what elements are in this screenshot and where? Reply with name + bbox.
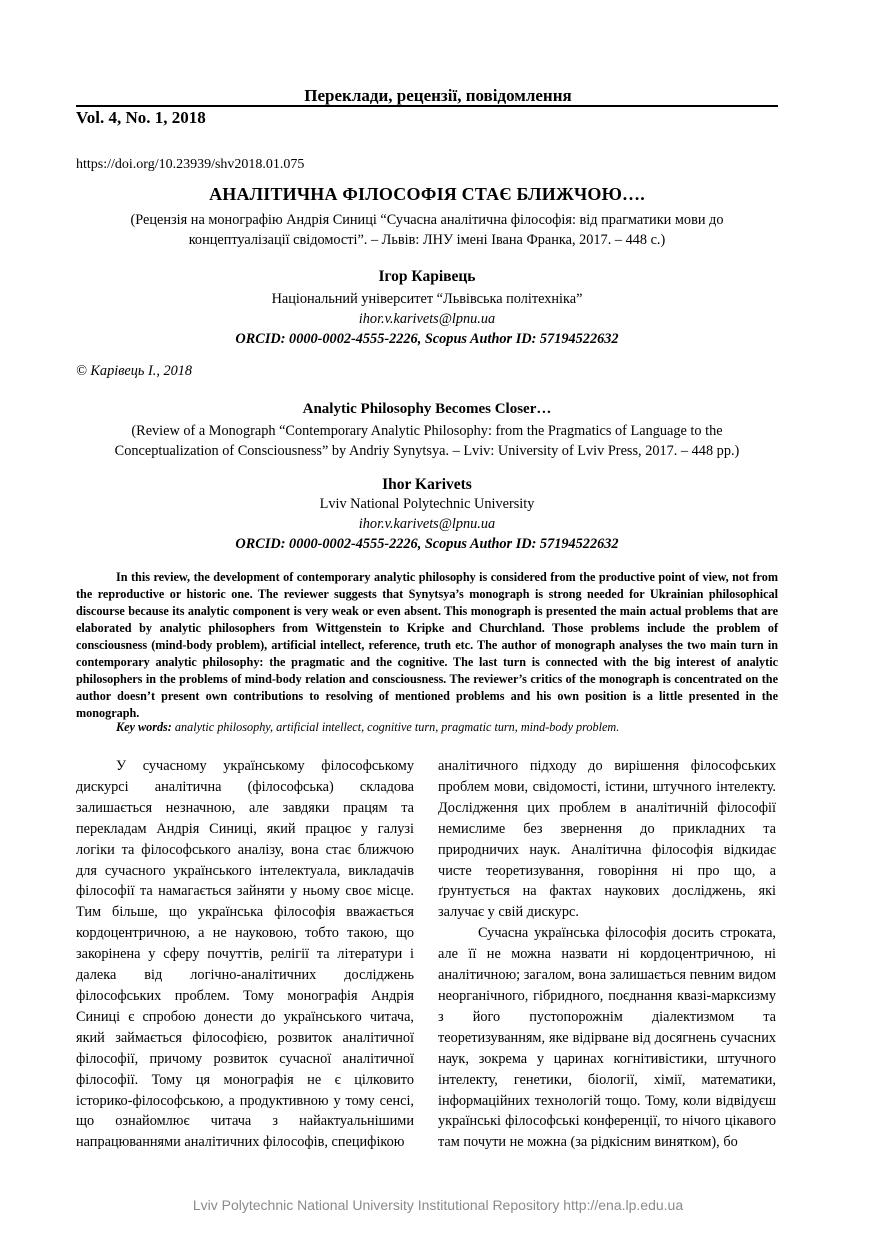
subtitle-english-line2: Conceptualization of Consciousness” by Andriy Synytsya. – Lviv: University of Lviv Press, 2017. – 448 pp.)	[114, 443, 740, 459]
copyright-notice: © Карівець І., 2018	[76, 363, 193, 379]
affiliation-block-ukrainian	[76, 289, 778, 349]
body-paragraph: У сучасному українському філософському дискурсі аналітична (філософська) складова залишається незначною, але завдяки працям та перекладам Андрія Синиці, який працює у галузі логіки та філософського аналізу, вона стає ближчою для сучасного українського інтелектуала, викладачів філософії та намагається зайняти у ньому своє місце. Тим більше, що українська філософія вважається кордоцентричною, а не науковою, тобто такою, що закорінена у сферу почуттів, релігії та літератури і далека від логічно-аналітичних досліджень філософських проблем. Тому монографія Андрія Синиці є спробою донести до українського читача, який займається філософією, розвиток аналітичної філософії, причому розвиток сучасної аналітичної філософії. Тому ця монографія не є цілковито історико-філософською, а продуктивною у тому сенсі, що ознайомлює читача з найактуальнішими напрацюваннями аналітичних філософів, специфікою	[76, 758, 414, 1151]
author-english: Ihor Karivets	[382, 476, 472, 493]
body-column-left	[76, 756, 414, 1153]
affiliation-ukrainian: Національний університет “Львівська політехніка”	[271, 291, 583, 307]
subtitle-english-line1: (Review of a Monograph “Contemporary Analytic Philosophy: from the Pragmatics of Language to the	[131, 423, 723, 439]
orcid-english: ORCID: 0000-0002-4555-2226, Scopus Author ID: 57194522632	[235, 536, 619, 552]
author-ukrainian: Ігор Карівець	[378, 268, 476, 285]
abstract: In this review, the development of contemporary analytic philosophy is considered from the productive point of view, not from the reproductive or historic one. The reviewer suggests that Synytsya’s monograph is strong needed for Ukrainian philosophical discourse because its analytic component is very weak or even absent. This monograph is presented the main actual problems that are elaborated by analytic philosophers from Wittgenstein to Kripke and Churchland. Those problems include the problem of consciousness (mind-body problem), artificial intellect, reference, truth etc. The author of monograph analyses the two main turn in contemporary analytic philosophy: the pragmatic and the cognitive. The last turn is connected with the big interest of analytic philosophers in the problems of mind-body relation and consciousness. The reviewer’s critics of the monograph is concentrated on the author doesn’t present own contributions to resolving of mentioned problems and his own position is a little presented in the monograph.	[76, 570, 778, 720]
email-english[interactable]: ihor.v.karivets@lpnu.ua	[358, 516, 496, 532]
doi-link[interactable]: https://doi.org/10.23939/shv2018.01.075	[76, 157, 305, 172]
affiliation-english: Lviv National Polytechnic University	[319, 496, 535, 512]
repository-footer: Lviv Polytechnic National University Institutional Repository http://ena.lp.edu.ua	[192, 1197, 684, 1213]
header-rule	[76, 105, 778, 107]
section-heading: Переклади, рецензії, повідомлення	[304, 86, 572, 105]
keywords-text: analytic philosophy, artificial intellect, cognitive turn, pragmatic turn, mind-body problem.	[171, 720, 620, 734]
volume-label: Vol. 4, No. 1, 2018	[76, 108, 206, 127]
orcid-ukrainian: ORCID: 0000-0002-4555-2226, Scopus Author ID: 57194522632	[235, 331, 619, 347]
subtitle-ukrainian	[76, 210, 778, 250]
affiliation-block-english	[76, 494, 778, 554]
body-paragraph: Сучасна українська філософія досить строката, але її не можна назвати ні кордоцентричною, ні аналітичною; загалом, вона залишається певним видом неорганічного, гібридного, поєднання квазі-марксизму з його пустопорожнім діалектизмом та теоретизуванням, яке відірване від досягнень сучасних наук, зокрема у царинах когнітивістики, штучного інтелекту, генетики, біології, хімії, математики, інформаційних технологій тощо. Тому, коли відвідуєш українські філософські конференції, то нічого цікавого там почути не можна (за рідкісним винятком), бо	[438, 925, 776, 1151]
body-paragraph: аналітичного підходу до вирішення філософських проблем мови, свідомості, істини, штучного інтелекту. Дослідження цих проблем в аналітичній філософії немислиме без звернення до прикладних та природничих наук. Аналітична філософія відкидає чисте теоретизування, говоріння ні про що, а ґрунтується на фактах наукових досліджень, які залучає у свій дискурс.	[438, 758, 776, 921]
subtitle-ukrainian-line2: концептуалізації свідомості”. – Львів: ЛНУ імені Івана Франка, 2017. – 448 с.)	[188, 232, 666, 248]
body-column-right	[438, 756, 776, 1153]
keywords-label: Key words:	[116, 720, 172, 734]
email-ukrainian[interactable]: ihor.v.karivets@lpnu.ua	[358, 311, 496, 327]
title-english: Analytic Philosophy Becomes Closer…	[302, 401, 552, 417]
subtitle-english	[76, 421, 778, 461]
title-ukrainian: АНАЛІТИЧНА ФІЛОСОФІЯ СТАЄ БЛИЖЧОЮ….	[209, 184, 645, 204]
subtitle-ukrainian-line1: (Рецензія на монографію Андрія Синиці “Сучасна аналітична філософія: від прагматики мови до	[130, 212, 724, 228]
keywords	[76, 719, 778, 736]
